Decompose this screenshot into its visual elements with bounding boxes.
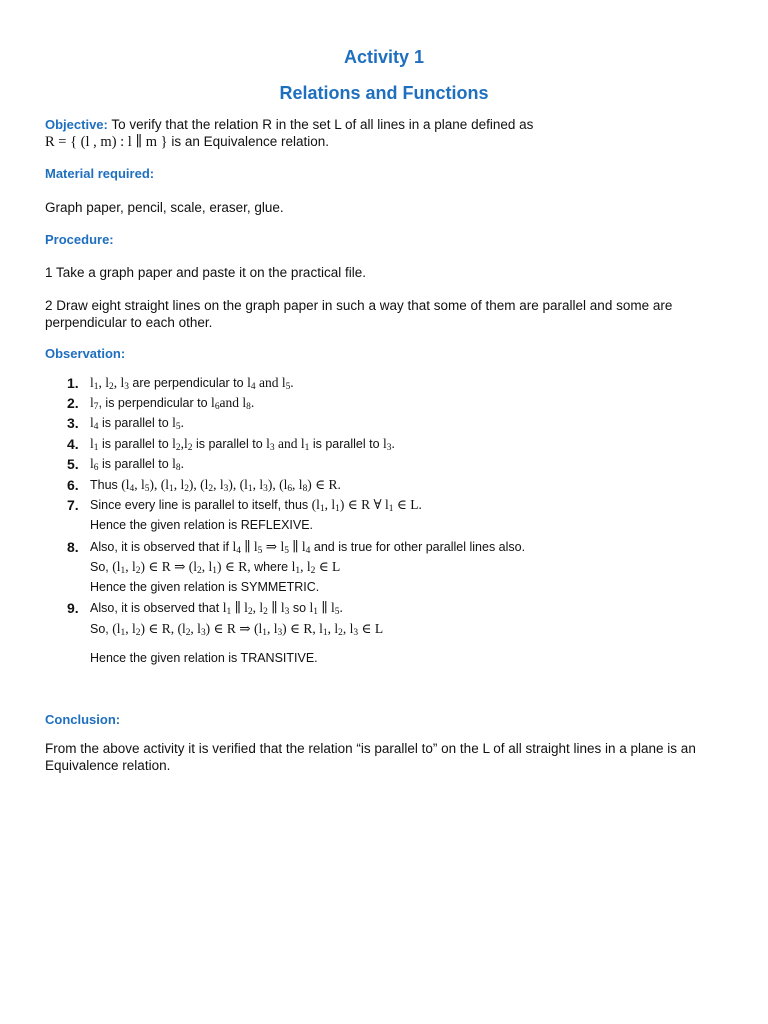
observation-item xyxy=(45,456,725,476)
material-text: Graph paper, pencil, scale, eraser, glue. xyxy=(45,200,284,215)
observation-item-continuation xyxy=(45,651,725,671)
item-number: 8. xyxy=(67,539,79,555)
observation-text: Since every line is parallel to itself, thus ($l_1$, $l_1$) ∈ R ∀ $l_1$ ∈ L. xyxy=(90,497,422,514)
conclusion-heading: Conclusion: xyxy=(45,712,121,727)
item-number: 7. xyxy=(67,497,79,513)
item-number: 9. xyxy=(67,600,79,616)
observation-text: So, ($l_1$, $l_2$) ∈ R ⇒ ($l_2$, $l_1$) ∈ R, where $l_1$, $l_2$ ∈ L xyxy=(90,559,341,576)
observation-text: Also, it is observed that $l_1$ ∥ $l_2$, $l_2$ ∥ $l_3$ so $l_1$ ∥ $l_5$. xyxy=(90,600,343,617)
item-number: 1. xyxy=(67,375,79,391)
item-number: 5. xyxy=(67,456,79,472)
objective-section xyxy=(45,116,725,151)
item-number: 4. xyxy=(67,436,79,452)
observation-item xyxy=(45,415,725,435)
observation-item xyxy=(45,497,725,517)
conclusion-text: From the above activity it is verified that the relation “is parallel to” on the L of all straight lines in a plane is an Equivalence relation. xyxy=(45,741,696,773)
observation-item-continuation xyxy=(45,621,725,641)
observation-item xyxy=(45,375,725,395)
page-subtitle: Relations and Functions xyxy=(279,83,489,103)
observation-heading: Observation: xyxy=(45,346,126,361)
item-number: 3. xyxy=(67,415,79,431)
observation-text: Thus ($l_4$, $l_5$), ($l_1$, $l_2$), ($l_2$, $l_3$), ($l_1$, $l_3$), ($l_6$, $l_8$) ∈ R. xyxy=(90,477,341,494)
objective-formula: R = { (l , m) : l ∥ m } xyxy=(45,134,168,150)
observation-text: $l_1$ is parallel to $l_2,l_2$ is parallel to $l_3$ and $l_1$ is parallel to $l_3$. xyxy=(90,436,395,453)
item-number: 2. xyxy=(67,395,79,411)
procedure-step-2: 2 Draw eight straight lines on the graph paper in such a way that some of them are parallel and some are perpendicular to each other. xyxy=(45,298,673,330)
procedure-step-1: 1 Take a graph paper and paste it on the practical file. xyxy=(45,265,366,280)
symmetric-conclusion: Hence the given relation is SYMMETRIC. xyxy=(90,580,320,594)
observation-text: $l_1$, $l_2$, $l_3$ are perpendicular to $l_4$ and $l_5$. xyxy=(90,375,294,392)
item-number: 6. xyxy=(67,477,79,493)
observation-item xyxy=(45,539,725,559)
observation-text: So, ($l_1$, $l_2$) ∈ R, ($l_2$, $l_3$) ∈ R ⇒ ($l_1$, $l_3$) ∈ R, $l_1$, $l_2$, $l_3$ ∈ L xyxy=(90,621,384,638)
reflexive-conclusion: Hence the given relation is REFLEXIVE. xyxy=(90,518,314,532)
objective-text: To verify that the relation R in the set L of all lines in a plane defined as xyxy=(107,117,534,132)
observation-item xyxy=(45,600,725,620)
objective-heading: Objective: xyxy=(45,117,108,132)
observation-text: $l_7$, is perpendicular to $l_6and$ $l_8$. xyxy=(90,395,255,412)
observation-item xyxy=(45,395,725,415)
observation-item-continuation xyxy=(45,580,725,600)
observation-text: Also, it is observed that if $l_4$ ∥ $l_5$ ⇒ $l_5$ ∥ $l_4$ and is true for other parallel lines also. xyxy=(90,539,526,556)
observation-item xyxy=(45,477,725,497)
observation-text: $l_6$ is parallel to $l_8$. xyxy=(90,456,184,473)
observation-item-continuation xyxy=(45,518,725,538)
observation-text: $l_4$ is parallel to $l_5$. xyxy=(90,415,184,432)
observation-item xyxy=(45,436,725,456)
objective-formula-tail: is an Equivalence relation. xyxy=(167,134,330,149)
observation-item-continuation xyxy=(45,559,725,579)
transitive-conclusion: Hence the given relation is TRANSITIVE. xyxy=(90,651,318,665)
material-heading: Material required: xyxy=(45,166,155,181)
procedure-heading: Procedure: xyxy=(45,232,114,247)
page-title: Activity 1 xyxy=(343,47,425,67)
